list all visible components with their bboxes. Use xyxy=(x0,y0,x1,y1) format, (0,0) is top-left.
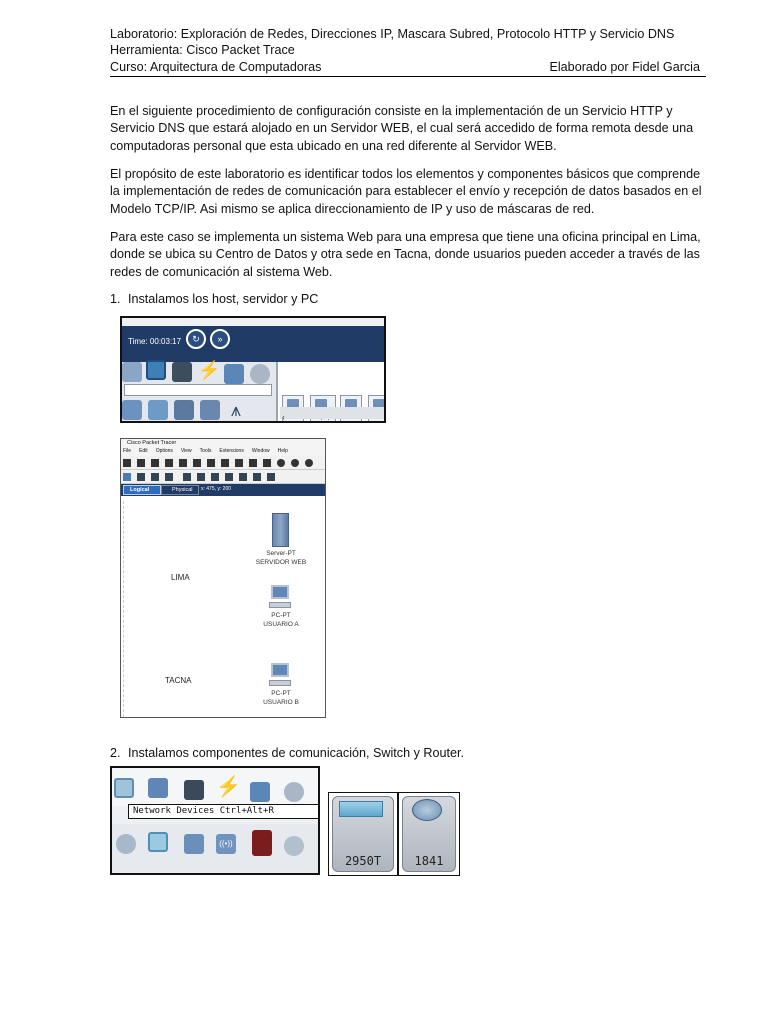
header-author: Elaborado por Fidel Garcia xyxy=(549,59,700,74)
pc-b-icon xyxy=(269,663,291,689)
pc-b-name: USUARIO B xyxy=(263,699,299,706)
network-info-icon[interactable] xyxy=(193,459,201,467)
menu-tools[interactable]: Tools xyxy=(199,448,212,454)
resize-icon[interactable] xyxy=(165,473,173,481)
paragraph-purpose: El propósito de este laboratorio es identificar todos los elementos y componentes básicos que comprende la implementación de redes de comunicación para establecer el envío y recepción de datos basados en el Modelo TCP/IP. Asi mismo se aplica direccionamiento de IP y uso de máscaras de red. xyxy=(110,167,702,216)
subcategory-icon-1[interactable] xyxy=(122,400,142,420)
power-tower-icon[interactable]: ⩚ xyxy=(230,400,242,420)
edit-toolbar xyxy=(121,470,325,484)
screenshot-device-toolbar xyxy=(120,316,386,423)
server-icon xyxy=(272,513,289,547)
wizard-icon[interactable] xyxy=(179,459,187,467)
window-title: Cisco Packet Tracer xyxy=(121,439,325,447)
open-icon[interactable] xyxy=(137,459,145,467)
router-model: 1841 xyxy=(414,854,444,868)
components-icon[interactable] xyxy=(172,362,192,382)
components-icon[interactable] xyxy=(184,780,204,800)
paste-icon[interactable] xyxy=(235,459,243,467)
draw-rectangle-icon[interactable] xyxy=(211,473,219,481)
end-devices-icon[interactable] xyxy=(146,360,166,380)
menu-help[interactable]: Help xyxy=(277,448,288,454)
zoom-reset-icon[interactable] xyxy=(291,459,299,467)
horizontal-scrollbar[interactable]: ‹ xyxy=(280,407,384,419)
delete-icon[interactable] xyxy=(151,473,159,481)
miscellaneous-icon[interactable] xyxy=(250,782,270,802)
step-1 xyxy=(110,292,318,306)
home-icon[interactable] xyxy=(148,400,168,420)
paragraph-intro: En el siguiente procedimiento de configuración consiste en la implementación de un Servicio HTTP y Servicio DNS que estará alojado en un Servidor WEB, el cual será accedido de forma remota desde una computadoras personal que esta ubicado en una red diferente al Servidor WEB. xyxy=(110,104,694,153)
pc-a-type: PC-PT xyxy=(271,612,291,619)
step-2-number: 2. xyxy=(110,746,121,760)
network-devices-icon[interactable] xyxy=(114,778,134,798)
server-name: SERVIDOR WEB xyxy=(255,559,307,566)
paragraph-scenario: Para este caso se implementa un sistema Web para una empresa que tiene una oficina principal en Lima, donde se ubica su Centro de Datos y otra sede en Tacna, donde usuarios pueden acceder a través de las redes de comunicación al sistema Web. xyxy=(110,230,701,279)
step-1-number: 1. xyxy=(110,292,121,306)
freeform-icon[interactable] xyxy=(239,473,247,481)
label-lima: LIMA xyxy=(171,573,190,582)
switches-icon[interactable] xyxy=(148,832,168,852)
hubs-icon[interactable] xyxy=(184,834,204,854)
tab-physical[interactable]: Physical xyxy=(161,485,199,495)
screenshot-network-devices xyxy=(110,766,320,875)
header-course-row xyxy=(110,59,700,75)
step-1-text: Instalamos los host, servidor y PC xyxy=(128,292,319,306)
switch-2950t-tile[interactable] xyxy=(328,792,398,876)
wireless-devices-icon[interactable]: ((•)) xyxy=(216,834,236,854)
pc-b-type: PC-PT xyxy=(271,690,291,697)
switch-icon xyxy=(339,801,383,817)
workspace-guide xyxy=(123,501,124,717)
header-course: Curso: Arquitectura de Computadoras xyxy=(110,59,322,74)
label-tacna: TACNA xyxy=(165,676,192,685)
add-pdu-icon[interactable] xyxy=(253,473,261,481)
pc-a-name: USUARIO A xyxy=(263,621,299,628)
header-divider xyxy=(110,76,706,77)
logical-workspace[interactable] xyxy=(121,501,325,717)
header-tool: Herramienta: Cisco Packet Trace xyxy=(110,43,295,58)
server-type: Server-PT xyxy=(266,550,296,557)
document-header xyxy=(110,26,700,75)
reset-time-icon[interactable]: ↻ xyxy=(186,329,206,349)
connections-icon[interactable]: ⚡ xyxy=(216,776,241,798)
copy-icon[interactable] xyxy=(221,459,229,467)
multiuser-icon[interactable] xyxy=(284,782,304,802)
draw-line-icon[interactable] xyxy=(197,473,205,481)
screenshot-packet-tracer-window xyxy=(120,438,326,718)
workspace-nav-bar xyxy=(121,484,325,496)
menu-window[interactable]: Window xyxy=(251,448,270,454)
multiuser-icon[interactable] xyxy=(250,364,270,384)
step-2-text: Instalamos componentes de comunicación, Switch y Router. xyxy=(128,746,465,760)
network-devices-icon[interactable] xyxy=(122,362,142,382)
security-icon[interactable] xyxy=(252,830,272,856)
inspect-icon[interactable] xyxy=(137,473,145,481)
building-icon[interactable] xyxy=(174,400,194,420)
header-lab-title: Laboratorio: Exploración de Redes, Direcciones IP, Mascara Subred, Protocolo HTTP y Servicio DNS xyxy=(110,27,675,41)
redo-icon[interactable] xyxy=(263,459,271,467)
switch-model: 2950T xyxy=(344,854,382,868)
router-icon xyxy=(412,799,442,821)
undo-icon[interactable] xyxy=(249,459,257,467)
note-icon[interactable] xyxy=(183,473,191,481)
menu-edit[interactable]: Edit xyxy=(139,448,148,454)
print-icon[interactable] xyxy=(165,459,173,467)
menu-file[interactable]: File xyxy=(123,448,132,454)
menu-options[interactable]: Options xyxy=(155,448,173,454)
connections-icon[interactable]: ⚡ xyxy=(198,360,221,380)
main-toolbar xyxy=(121,456,325,470)
custom-device-icon[interactable] xyxy=(207,459,215,467)
menu-view[interactable]: View xyxy=(180,448,192,454)
menu-bar xyxy=(121,447,325,456)
select-icon[interactable] xyxy=(123,473,131,481)
cursor-coordinates: x: 475, y: 200 xyxy=(201,486,232,492)
device-search-field[interactable] xyxy=(124,384,272,396)
smart-device-icon[interactable] xyxy=(200,400,220,420)
pc-a-icon xyxy=(269,585,291,611)
miscellaneous-icon[interactable] xyxy=(224,364,244,384)
end-devices-icon[interactable] xyxy=(148,778,168,798)
menu-extensions[interactable]: Extensions xyxy=(219,448,244,454)
routers-icon[interactable] xyxy=(116,834,136,854)
router-1841-tile[interactable] xyxy=(398,792,460,876)
simulation-time: Time: 00:03:17 xyxy=(128,337,182,346)
tab-logical[interactable]: Logical xyxy=(123,485,161,495)
save-icon[interactable] xyxy=(151,459,159,467)
zoom-in-icon[interactable] xyxy=(277,459,285,467)
network-devices-tooltip: Network Devices Ctrl+Alt+R xyxy=(128,804,320,819)
wan-emulation-icon[interactable] xyxy=(284,836,304,856)
new-file-icon[interactable] xyxy=(123,459,131,467)
step-2 xyxy=(110,746,464,760)
draw-ellipse-icon[interactable] xyxy=(225,473,233,481)
fast-forward-icon[interactable]: » xyxy=(210,329,230,349)
complex-pdu-icon[interactable] xyxy=(267,473,275,481)
zoom-out-icon[interactable] xyxy=(305,459,313,467)
